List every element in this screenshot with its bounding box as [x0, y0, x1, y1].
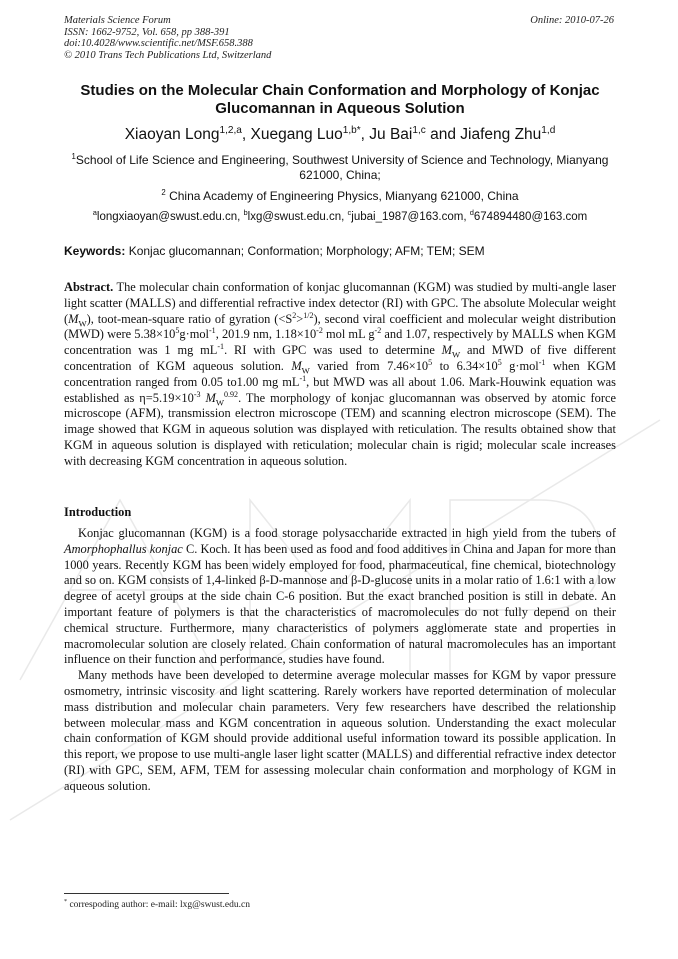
symbol-mw: M	[205, 390, 216, 405]
superscript: -2	[374, 326, 382, 336]
species-name: Amorphophallus konjac	[64, 541, 183, 556]
copyright-line: © 2010 Trans Tech Publications Ltd, Switzerland	[64, 49, 272, 61]
abstract-text: The molecular chain conformation of konjac glucomannan (KGM) was studied by multi-angle laser light scatter (MALLS) and differential refractive index detector (RI) with GPC. The absolute Molecular weight (	[64, 280, 617, 326]
abstract-text: to 6.34×10	[432, 358, 498, 373]
author-affiliation-mark: 1,b*	[342, 124, 361, 136]
symbol-mw: M	[68, 311, 79, 326]
symbol-sub: W	[301, 365, 310, 376]
superscript: 0.92	[224, 389, 239, 399]
superscript: -1	[209, 326, 216, 336]
superscript: -2	[316, 326, 323, 336]
paragraph	[64, 526, 616, 668]
affiliation-mark: 1	[71, 152, 76, 161]
email-a: longxiaoyan@swust.edu.cn	[96, 211, 238, 223]
affiliation-2	[60, 189, 620, 204]
footnote-divider	[64, 893, 229, 894]
email-d: 674894480@163.com	[473, 211, 588, 223]
paragraph-text: Konjac glucomannan (KGM) is a food storage polysaccharide extracted in high yield from the tubers of	[78, 526, 616, 540]
keywords-label: Keywords:	[64, 244, 126, 258]
email-mark: b	[243, 208, 248, 218]
symbol-sub: W	[215, 397, 224, 408]
author-name: Xuegang Luo	[250, 126, 343, 143]
footnote-mark: *	[64, 898, 68, 905]
author-separator: and	[425, 126, 461, 143]
abstract-text: and MWD of five different concentration of KGM aqueous solution.	[64, 343, 617, 373]
author-list	[60, 126, 620, 144]
footnote	[64, 900, 250, 910]
affiliation-text: China Academy of Engineering Physics, Mianyang 621000, China	[169, 189, 519, 203]
abstract-text: g·mol	[501, 358, 539, 373]
abstract-text: . The morphology of konjac glucomannan was observed by atomic force microscope (AFM), transmission electron microscope (TEM) and scanning electron microscope (SEM). The image showed that KGM in aqueous solution was displayed with reticulation. The results obtained show that KGM in aqueous solution is displayed with reticulation; molecular chain is rigid; molecular scale increases with decreasing KGM concentration in aqueous solution.	[64, 390, 617, 468]
affiliation-1	[60, 153, 620, 183]
abstract-text: and 1.07, respectively by MALLS when KGM concentration was 1 mg mL	[64, 327, 616, 358]
paper-title: Studies on the Molecular Chain Conformation and Morphology of Konjac Glucomannan in Aqueous Solution	[80, 82, 600, 117]
doi-line: doi:10.4028/www.scientific.net/MSF.658.388	[64, 38, 253, 49]
abstract-text: >	[296, 311, 304, 326]
issn-line: ISSN: 1662-9752, Vol. 658, pp 388-391	[64, 26, 230, 38]
abstract-text: ), toot-mean-square ratio of gyration (<S	[86, 311, 293, 326]
author-name: Ju Bai	[369, 126, 413, 143]
symbol-sub: W	[452, 349, 461, 360]
abstract-text: , but MWD was all about 1.06. Mark-Houwink equation was established as η=5.19×10	[64, 374, 616, 405]
online-date: Online: 2010-07-26	[530, 15, 614, 26]
email-c: jubai_1987@163.com	[351, 211, 464, 223]
abstract	[64, 280, 616, 470]
abstract-label: Abstract.	[64, 280, 114, 294]
email-mark: d	[469, 208, 474, 218]
abstract-text: when KGM concentration ranged from 0.05 to1.00 mg mL	[64, 358, 616, 389]
email-b: lxg@swust.edu.cn	[247, 211, 342, 223]
symbol-mw: M	[291, 358, 302, 373]
superscript: -1	[299, 373, 307, 383]
author-affiliation-mark: 1,2,a	[219, 124, 242, 136]
email-list: $^a$longxiaoyan@swust.edu.cn, $^b$lxg@swust.edu.cn, $^c$jubai_1987@163.com, $^d$674894480@163.com	[92, 208, 588, 223]
author-affiliation-mark: 1,d	[541, 124, 556, 136]
abstract-text: g·mol	[179, 327, 209, 342]
symbol-sub: W	[78, 318, 87, 329]
author-affiliation-mark: 1,c	[412, 124, 426, 136]
symbol-mw: M	[441, 343, 452, 358]
paragraph: Many methods have been developed to determine average molecular masses for KGM by vapor pressure osmometry, intrinsic viscosity and light scattering. Rarely workers have reported determination of molecular mass distribution and molecular chain parameters. Very few researchers have described the relationship between molecular mass and KGM concentration in aqueous solution. Understanding the exact molecular chain conformation of KGM should provide additional useful information toward its possible application. In this report, we propose to use multi-angle laser light scatter (MALLS) and differential refractive index detector (RI) with GPC, SEM, AFM, TEM for assessing molecular chain conformation and morphology of KGM in aqueous solution.	[64, 668, 616, 793]
author-name: Xiaoyan Long	[124, 126, 220, 143]
email-mark: c	[347, 208, 352, 218]
superscript: -1	[538, 357, 546, 367]
superscript: -3	[193, 389, 201, 399]
superscript: -1	[217, 342, 225, 352]
paragraph-text: C. Koch. It has been used as food and food additives in China and Japan for more than 1000 years. Recently KGM has been widely employed for food, pharmaceutical, fine chemical, biotechnology and so on. KGM consists of 1,4-linked β-D-mannose and β-D-glucose units in a molar ratio of 1.6:1 with a low degree of acetyl groups at the side chain C-6 position. But the exact branched position is still in debate. An important feature of polymers is that the characteristics of macromolecules do not fully depend on their chemical structure. Furthermore, many characteristics of polymers agglomerate state and properties in macromolecular solution are closely related. Chain conformation of natural macromolecules has an important influence on their function and performance, studies have found.	[64, 541, 616, 667]
keywords	[64, 244, 616, 259]
author-separator: ,	[241, 126, 251, 143]
author-name: Jiafeng Zhu	[460, 126, 542, 143]
superscript: 1/2	[303, 310, 314, 320]
author-separator: ,	[360, 126, 370, 143]
footnote-text: correspoding author: e-mail: lxg@swust.edu.cn	[67, 900, 250, 910]
section-heading-introduction: Introduction	[64, 505, 132, 519]
superscript: 2	[292, 310, 297, 320]
introduction-body	[64, 526, 616, 795]
journal-header	[64, 15, 404, 61]
abstract-text: mol mL g	[322, 327, 375, 342]
keywords-text: Konjac glucomannan; Conformation; Morphology; AFM; TEM; SEM	[128, 244, 485, 258]
affiliation-mark: 2	[161, 188, 166, 197]
abstract-text: ), second viral coefficient and molecular weight distribution (MWD) were 5.38×10	[64, 311, 616, 342]
affiliation-text: School of Life Science and Engineering, Southwest University of Science and Technology, Mianyang 621000, China;	[75, 153, 609, 182]
abstract-text: varied from 7.46×10	[309, 358, 429, 373]
superscript: 5	[175, 326, 180, 336]
abstract-text: . RI with GPC was used to determine	[224, 343, 442, 358]
email-mark: a	[92, 208, 97, 218]
superscript: 5	[497, 357, 502, 367]
abstract-text: , 201.9 nm, 1.18×10	[215, 327, 317, 342]
journal-name: Materials Science Forum	[64, 15, 171, 26]
superscript: 5	[428, 357, 433, 367]
